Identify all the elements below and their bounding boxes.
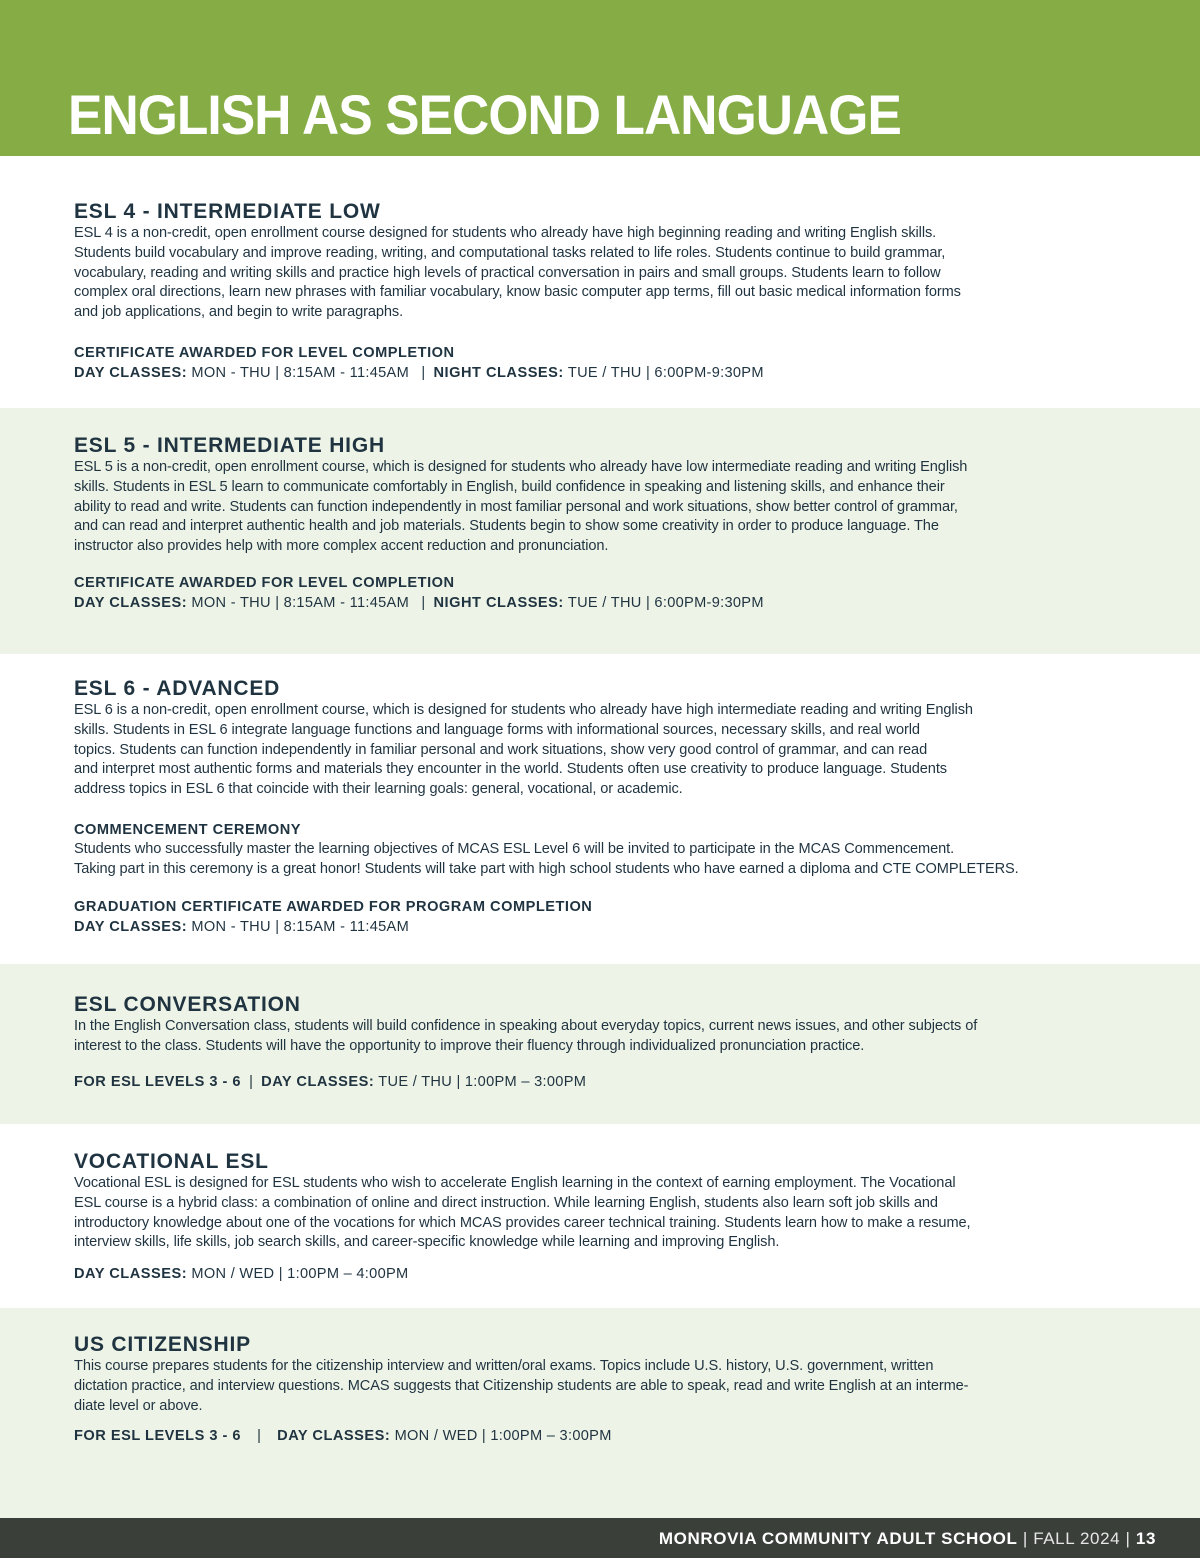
course-section-esl5 [0,408,1200,654]
course-description [74,224,1130,323]
description-line: ESL 6 is a non-credit, open enrollment course, which is designed for students who already have high intermediate reading and writing English [74,702,973,718]
day-classes-label: DAY CLASSES: [261,1073,375,1090]
description-line: and job applications, and begin to write paragraphs. [74,304,404,321]
night-classes-value: TUE / THU | 6:00PM-9:30PM [563,364,764,381]
award-note: GRADUATION CERTIFICATE AWARDED FOR PROGRAM COMPLETION [74,898,593,915]
ceremony-description [74,840,1130,880]
day-classes-label: DAY CLASSES: [74,364,188,381]
header-banner [0,0,1200,156]
course-title: ESL CONVERSATION [74,993,301,1016]
description-line: In the English Conversation class, students will build confidence in speaking about everyday topics, current news issues, and other subjects of [74,1018,978,1034]
course-title: US CITIZENSHIP [74,1333,251,1356]
page-footer [0,1518,1200,1558]
course-description [74,701,1130,800]
day-classes-label: DAY CLASSES: [74,918,188,935]
schedule-line [74,593,1130,613]
course-description [74,1357,1130,1416]
award-note: CERTIFICATE AWARDED FOR LEVEL COMPLETION [74,344,455,361]
description-line: address topics in ESL 6 that coincide with their learning goals: general, vocational, or academic. [74,781,683,798]
course-section-conversation [0,964,1200,1124]
description-line: Students build vocabulary and improve reading, writing, and computational tasks related to life roles. Students continue to build grammar, [74,244,946,261]
description-line: skills. Students in ESL 6 integrate language functions and language forms with informational sources, necessary skills, and real world [74,721,920,738]
page-number: 13 [1135,1529,1156,1548]
course-title: ESL 5 - INTERMEDIATE HIGH [74,434,385,457]
separator: | [249,1073,254,1090]
night-classes-value: TUE / THU | 6:00PM-9:30PM [563,594,764,611]
day-classes-label: DAY CLASSES: [74,1266,188,1283]
school-name: MONROVIA COMMUNITY ADULT SCHOOL [658,1529,1018,1548]
course-section-citizenship [0,1308,1200,1518]
description-line: vocabulary, reading and writing skills and practice high levels of practical conversation in pairs and small groups. Students learn to follow [74,264,941,281]
day-classes-value: MON / WED | 1:00PM – 4:00PM [187,1266,409,1283]
day-classes-value: MON / WED | 1:00PM – 3:00PM [390,1428,612,1445]
separator: | [417,364,426,381]
description-line: This course prepares students for the citizenship interview and written/oral exams. Topics include U.S. history, U.S. government, written [74,1358,934,1374]
levels-label: FOR ESL LEVELS 3 - 6 [74,1073,242,1090]
day-classes-value: MON - THU | 8:15AM - 11:45AM [187,918,410,935]
schedule-line [74,1264,1130,1284]
schedule-line [74,1426,1130,1446]
footer-divider: | [1125,1529,1131,1548]
night-classes-label: NIGHT CLASSES: [433,594,564,611]
description-line: topics. Students can function independently in familiar personal and work situations, show very good control of grammar, and can read [74,741,928,758]
course-description [74,1174,1130,1253]
separator: | [417,594,426,611]
award-note: CERTIFICATE AWARDED FOR LEVEL COMPLETION [74,574,455,591]
description-line: Students who successfully master the learning objectives of MCAS ESL Level 6 will be invited to participate in the MCAS Commencement. [74,840,955,857]
course-description [74,1017,1130,1057]
description-line: Vocational ESL is designed for ESL students who wish to accelerate English learning in the context of earning employment. The Vocational [74,1175,956,1191]
description-line: ESL 5 is a non-credit, open enrollment course, which is designed for students who already have low intermediate reading and writing English [74,459,968,475]
description-line: skills. Students in ESL 5 learn to communicate comfortably in English, build confidence in speaking and listening skills, and enhance their [74,478,945,495]
description-line: and can read and interpret authentic health and job materials. Students begin to show some creativity in order to produce language. The [74,518,939,535]
term-label: FALL 2024 [1033,1529,1121,1548]
page-title: ENGLISH AS SECOND LANGUAGE [68,83,901,146]
footer-text [659,1528,1156,1550]
day-classes-label: DAY CLASSES: [277,1428,391,1445]
description-line: instructor also provides help with more complex accent reduction and pronunciation. [74,538,609,555]
course-title: VOCATIONAL ESL [74,1150,269,1173]
description-line: interview skills, life skills, job search skills, and career-specific knowledge while learning and improving English. [74,1234,780,1251]
day-classes-label: DAY CLASSES: [74,594,188,611]
schedule-line [74,1072,1130,1092]
night-classes-label: NIGHT CLASSES: [433,364,564,381]
description-line: introductory knowledge about one of the vocations for which MCAS provides career technical training. Students learn how to make a resume, [74,1214,971,1231]
course-section-esl4 [0,156,1200,408]
separator: | [257,1428,262,1445]
description-line: Taking part in this ceremony is a great honor! Students will take part with high school students who have earned a diploma and CTE COMPLETERS. [74,860,1019,877]
schedule-line [74,917,1130,937]
description-line: and interpret most authentic forms and materials they encounter in the world. Students often use creativity to produce language. Students [74,761,947,778]
day-classes-value: TUE / THU | 1:00PM – 3:00PM [374,1073,587,1090]
course-title: ESL 4 - INTERMEDIATE LOW [74,200,381,223]
description-line: diate level or above. [74,1397,203,1414]
course-section-vocational [0,1124,1200,1308]
description-line: ESL course is a hybrid class: a combination of online and direct instruction. While learning English, students also learn soft job skills and [74,1194,938,1211]
course-section-esl6 [0,654,1200,964]
description-line: ability to read and write. Students can function independently in most familiar personal and work situations, show better control of grammar, [74,498,958,515]
description-line: interest to the class. Students will have the opportunity to improve their fluency through individualized pronunciation practice. [74,1037,865,1054]
course-title: ESL 6 - ADVANCED [74,677,281,700]
levels-label: FOR ESL LEVELS 3 - 6 [74,1428,242,1445]
ceremony-heading: COMMENCEMENT CEREMONY [74,821,301,838]
schedule-line [74,363,1130,383]
footer-divider: | [1022,1529,1028,1548]
course-description [74,458,1130,557]
day-classes-value: MON - THU | 8:15AM - 11:45AM [187,364,410,381]
description-line: dictation practice, and interview questions. MCAS suggests that Citizenship students are able to speak, read and write English at an interme- [74,1377,969,1394]
description-line: complex oral directions, learn new phrases with familiar vocabulary, know basic computer app terms, fill out basic medical information forms [74,284,961,301]
day-classes-value: MON - THU | 8:15AM - 11:45AM [187,594,410,611]
description-line: ESL 4 is a non-credit, open enrollment course designed for students who already have high beginning reading and writing English skills. [74,225,937,241]
